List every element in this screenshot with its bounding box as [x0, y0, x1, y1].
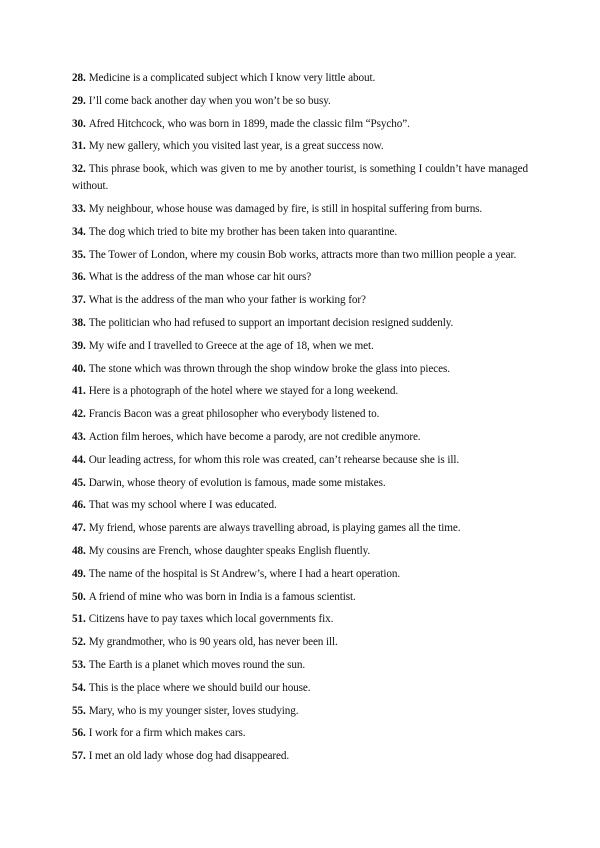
- sentence-text: I’ll come back another day when you won’t be so busy.: [88, 94, 331, 107]
- sentence-text: My grandmother, who is 90 years old, has never been ill.: [88, 636, 338, 649]
- sentence-number: 38.: [72, 316, 86, 329]
- sentence-list: [72, 70, 528, 771]
- sentence-number: 33.: [72, 202, 86, 215]
- sentence-text: I work for a firm which makes cars.: [88, 727, 246, 740]
- sentence-item: [72, 497, 528, 514]
- sentence-item: [72, 406, 528, 423]
- sentence-text: The stone which was thrown through the shop window broke the glass into pieces.: [88, 362, 450, 375]
- sentence-item: [72, 725, 528, 742]
- sentence-item: [72, 292, 528, 309]
- sentence-item: [72, 338, 528, 355]
- sentence-item: [72, 589, 528, 606]
- sentence-item: [72, 70, 528, 87]
- sentence-item: [72, 520, 528, 537]
- sentence-item: [72, 429, 528, 446]
- sentence-text: A friend of mine who was born in India is a famous scientist.: [88, 590, 356, 603]
- sentence-item: [72, 361, 528, 378]
- sentence-number: 44.: [72, 453, 86, 466]
- sentence-number: 40.: [72, 362, 86, 375]
- sentence-number: 57.: [72, 750, 86, 763]
- sentence-item: [72, 475, 528, 492]
- sentence-item: [72, 634, 528, 651]
- sentence-number: 29.: [72, 94, 86, 107]
- sentence-text: Here is a photograph of the hotel where we stayed for a long weekend.: [88, 385, 399, 398]
- sentence-number: 43.: [72, 430, 86, 443]
- sentence-number: 28.: [72, 72, 86, 84]
- sentence-number: 32.: [72, 163, 86, 176]
- sentence-number: 34.: [72, 225, 86, 238]
- sentence-text: The dog which tried to bite my brother has been taken into quarantine.: [88, 225, 398, 238]
- sentence-text: Action film heroes, which have become a parody, are not credible anymore.: [88, 430, 421, 443]
- sentence-item: [72, 116, 528, 133]
- sentence-number: 36.: [72, 271, 86, 284]
- sentence-text: That was my school where I was educated.: [88, 499, 277, 512]
- sentence-item: [72, 247, 528, 264]
- sentence-item: [72, 269, 528, 286]
- sentence-item: [72, 201, 528, 218]
- sentence-number: 39.: [72, 339, 86, 352]
- sentence-number: 56.: [72, 727, 86, 740]
- sentence-item: [72, 611, 528, 628]
- sentence-item: [72, 566, 528, 583]
- sentence-text: The politician who had refused to support an important decision resigned suddenly.: [88, 316, 454, 329]
- sentence-number: 41.: [72, 385, 86, 398]
- sentence-text: The Earth is a planet which moves round the sun.: [88, 658, 306, 671]
- sentence-number: 45.: [72, 476, 86, 489]
- sentence-item: [72, 543, 528, 560]
- sentence-number: 42.: [72, 408, 86, 421]
- sentence-text: My new gallery, which you visited last year, is a great success now.: [88, 140, 384, 153]
- sentence-text: Darwin, whose theory of evolution is famous, made some mistakes.: [88, 476, 386, 489]
- sentence-item: [72, 383, 528, 400]
- sentence-text: Medicine is a complicated subject which I know very little about.: [88, 72, 376, 84]
- sentence-text: This phrase book, which was given to me by another tourist, is something I couldn’t have managed without.: [72, 163, 528, 193]
- sentence-text: The Tower of London, where my cousin Bob works, attracts more than two million people a year.: [88, 248, 517, 261]
- sentence-number: 48.: [72, 544, 86, 557]
- sentence-number: 35.: [72, 248, 86, 261]
- sentence-text: My friend, whose parents are always travelling abroad, is playing games all the time.: [88, 522, 461, 535]
- sentence-text: Citizens have to pay taxes which local governments fix.: [88, 613, 334, 626]
- sentence-number: 46.: [72, 499, 86, 512]
- sentence-number: 30.: [72, 117, 86, 130]
- sentence-text: I met an old lady whose dog had disappeared.: [88, 750, 290, 763]
- sentence-number: 55.: [72, 704, 86, 717]
- sentence-item: [72, 138, 528, 155]
- sentence-text: Mary, who is my younger sister, loves studying.: [88, 704, 299, 717]
- sentence-number: 52.: [72, 636, 86, 649]
- sentence-number: 51.: [72, 613, 86, 626]
- sentence-item: [72, 315, 528, 332]
- sentence-item: [72, 680, 528, 697]
- sentence-number: 49.: [72, 567, 86, 580]
- sentence-item: [72, 224, 528, 241]
- sentence-text: What is the address of the man who your father is working for?: [88, 294, 366, 307]
- sentence-text: Francis Bacon was a great philosopher who everybody listened to.: [88, 408, 380, 421]
- sentence-text: My wife and I travelled to Greece at the age of 18, when we met.: [88, 339, 374, 352]
- sentence-number: 53.: [72, 658, 86, 671]
- sentence-item: [72, 703, 528, 720]
- sentence-number: 37.: [72, 294, 86, 307]
- sentence-item: [72, 748, 528, 765]
- sentence-text: Our leading actress, for whom this role was created, can’t rehearse because she is ill.: [88, 453, 460, 466]
- sentence-text: My cousins are French, whose daughter speaks English fluently.: [88, 544, 371, 557]
- sentence-number: 54.: [72, 681, 86, 694]
- sentence-item: [72, 161, 528, 195]
- sentence-number: 50.: [72, 590, 86, 603]
- sentence-number: 31.: [72, 140, 86, 153]
- sentence-number: 47.: [72, 522, 86, 535]
- sentence-item: [72, 93, 528, 110]
- sentence-item: [72, 452, 528, 469]
- sentence-text: What is the address of the man whose car hit ours?: [88, 271, 312, 284]
- sentence-item: [72, 657, 528, 674]
- sentence-text: My neighbour, whose house was damaged by fire, is still in hospital suffering from burns.: [88, 202, 483, 215]
- sentence-text: This is the place where we should build our house.: [88, 681, 311, 694]
- sentence-text: Afred Hitchcock, who was born in 1899, made the classic film “Psycho”.: [88, 117, 410, 130]
- sentence-text: The name of the hospital is St Andrew’s, where I had a heart operation.: [88, 567, 401, 580]
